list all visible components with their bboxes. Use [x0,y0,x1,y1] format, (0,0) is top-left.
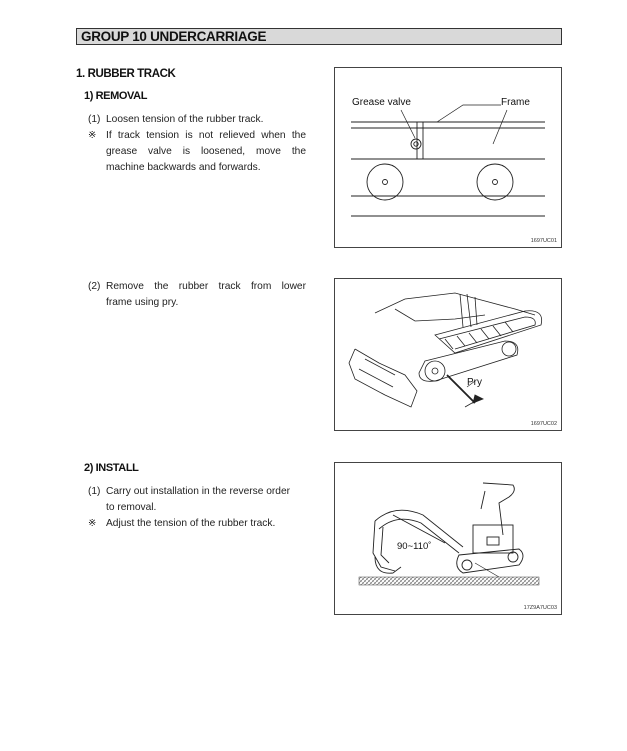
group-title: GROUP 10 UNDERCARRIAGE [81,29,267,44]
note-line-1: If track tension is not relieved when the [106,130,306,141]
note-mark: ※ [88,518,97,529]
grease-valve-label: Grease valve [352,97,411,108]
figure-code: 1697UC01 [530,238,557,244]
removal-title: 1) REMOVAL [84,90,148,102]
note-text: Adjust the tension of the rubber track. [106,518,276,529]
step-line-2: to removal. [106,502,157,513]
step-number: (1) [88,486,101,497]
figure-pry-removal [334,278,562,431]
track-tension-drawing [335,68,561,247]
figure-install [334,462,562,615]
removal-step-1 [88,112,306,128]
install-title: 2) INSTALL [84,462,139,474]
step-line-1: Carry out installation in the reverse order [106,486,291,497]
angle-label: 90~110˚ [397,541,432,552]
step-line-1: Remove the rubber track from lower [106,281,306,292]
step-line-2: frame using pry. [106,297,179,308]
section-title: 1. RUBBER TRACK [76,68,176,80]
note-mark: ※ [88,130,97,141]
step-number: (2) [88,281,101,292]
install-note-1 [88,516,306,532]
figure-track-tension [334,67,562,248]
removal-note-1 [88,128,306,176]
group-header [76,28,562,45]
note-line-3: machine backwards and forwards. [106,162,261,173]
step-number: (1) [88,114,101,125]
install-step-1 [88,484,306,516]
removal-step-2 [88,279,306,311]
figure-code: 17Z9A7UC03 [523,605,557,611]
figure-code: 1697UC02 [530,421,557,427]
pry-removal-drawing [335,279,561,430]
pry-label: Pry [467,377,482,388]
step-text: Loosen tension of the rubber track. [106,114,264,125]
frame-label: Frame [501,97,530,108]
note-line-2: grease valve is loosened, move the [106,146,306,157]
install-drawing [335,463,561,614]
